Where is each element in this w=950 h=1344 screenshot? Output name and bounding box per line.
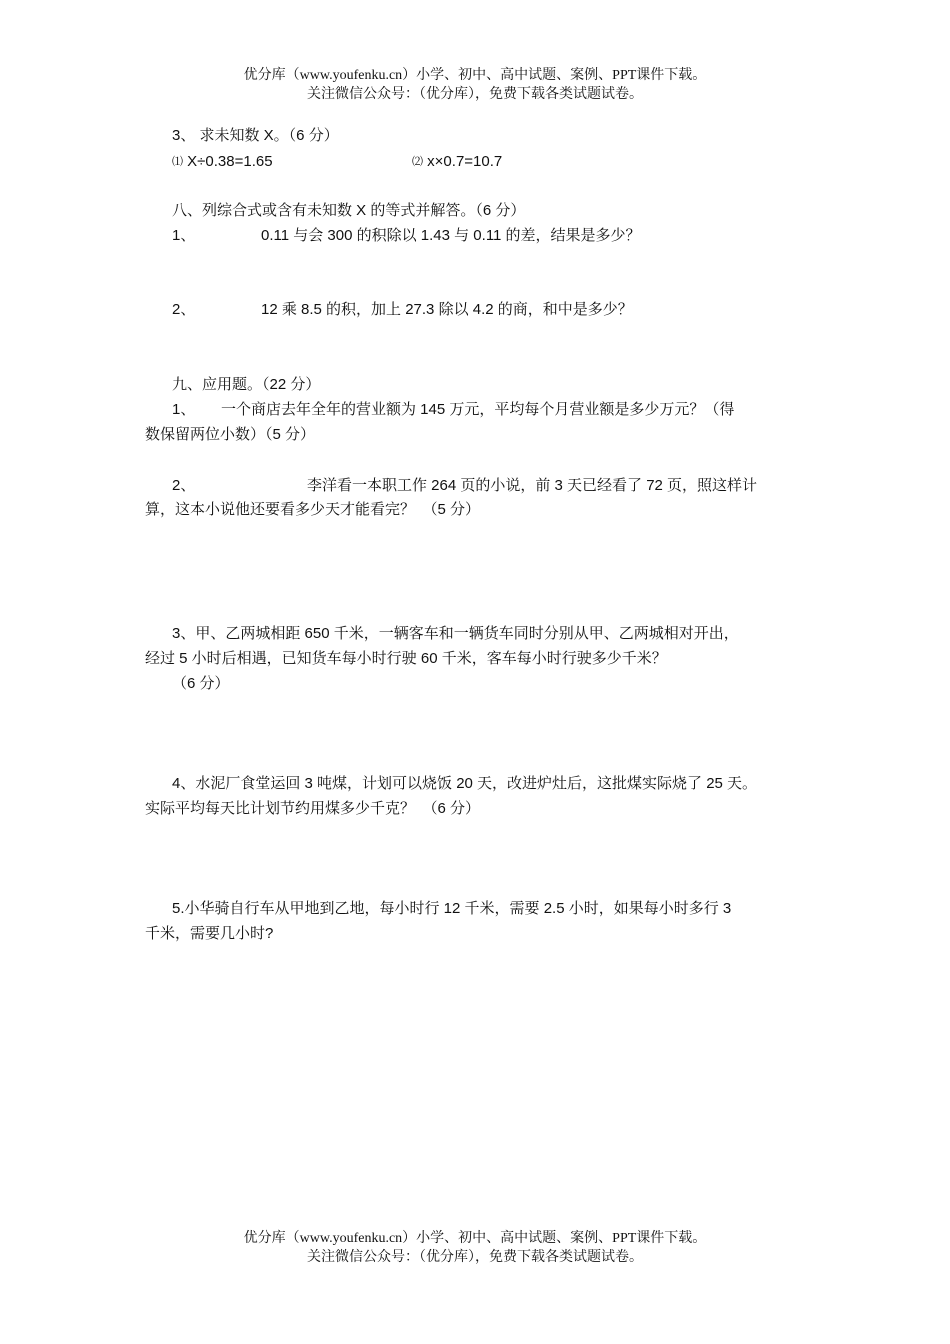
q3-item-1	[172, 152, 273, 172]
q3-item-2-equation: x×0.7=10.7	[427, 153, 503, 170]
q3-item-2	[412, 152, 502, 172]
section-9-title: 九、应用题。（22 分）	[172, 376, 321, 393]
section-8-q2-text: 12 乘 8.5 的积，加上 27.3 除以 4.2 的商，和中是多少？	[261, 301, 633, 318]
section-9-q3-line-1: 3、甲、乙两城相距 650 千米，一辆客车和一辆货车同时分别从甲、乙两城相对开出，	[172, 625, 739, 642]
header-line-1: 优分库（www.youfenku.cn）小学、初中、高中试题、案例、PPT课件下载。	[243, 68, 707, 83]
section-9-q3-line-2: 经过 5 小时后相遇，已知货车每小时行驶 60 千米，客车每小时行驶多少千米？	[145, 650, 667, 667]
section-9-q4-line-2: 实际平均每天比计划节约用煤多少千克？ （6 分）	[145, 800, 481, 817]
section-9-q3-line-3: （6 分）	[172, 675, 230, 692]
section-9-q4-line-1: 4、水泥厂食堂运回 3 吨煤，计划可以烧饭 20 天，改进炉灶后，这批煤实际烧了 25 天。	[172, 775, 758, 792]
q3-item-1-equation: X÷0.38=1.65	[187, 153, 273, 170]
section-8-q1-number: 1、	[172, 227, 196, 244]
section-8-title: 八、列综合式或含有未知数 X 的等式并解答。（6 分）	[172, 202, 526, 219]
q3-item-1-number: ⑴	[172, 156, 183, 168]
header-line-2: 关注微信公众号：（优分库），免费下载各类试题试卷。	[307, 87, 643, 102]
section-9-q2-line-2: 算，这本小说他还要看多少天才能看完？ （5 分）	[145, 501, 481, 518]
section-9-q1-line-2: 数保留两位小数）（5 分）	[145, 426, 316, 443]
section-8-q1-text: 0.11 与会 300 的积除以 1.43 与 0.11 的差，结果是多少？	[261, 227, 641, 244]
footer-line-2: 关注微信公众号：（优分库），免费下载各类试题试卷。	[307, 1250, 643, 1265]
footer-line-1: 优分库（www.youfenku.cn）小学、初中、高中试题、案例、PPT课件下载。	[243, 1231, 707, 1246]
section-9-q5-line-2: 千米，需要几小时?	[145, 925, 274, 942]
section-9-q5-line-1: 5.小华骑自行车从甲地到乙地，每小时行 12 千米，需要 2.5 小时，如果每小时多行 3	[172, 900, 732, 917]
q3-title: 3、 求未知数 X。（6 分）	[172, 127, 339, 144]
section-8-q2-number: 2、	[172, 301, 196, 318]
section-9-q1-line-1: 一个商店去年全年的营业额为 145 万元，平均每个月营业额是多少万元？（得	[221, 401, 735, 418]
q3-item-2-number: ⑵	[412, 156, 423, 168]
section-9-q1-number: 1、	[172, 401, 196, 418]
section-9-q2-line-1: 李洋看一本职工作 264 页的小说，前 3 天已经看了 72 页，照这样计	[307, 477, 758, 494]
section-9-q2-number: 2、	[172, 477, 196, 494]
